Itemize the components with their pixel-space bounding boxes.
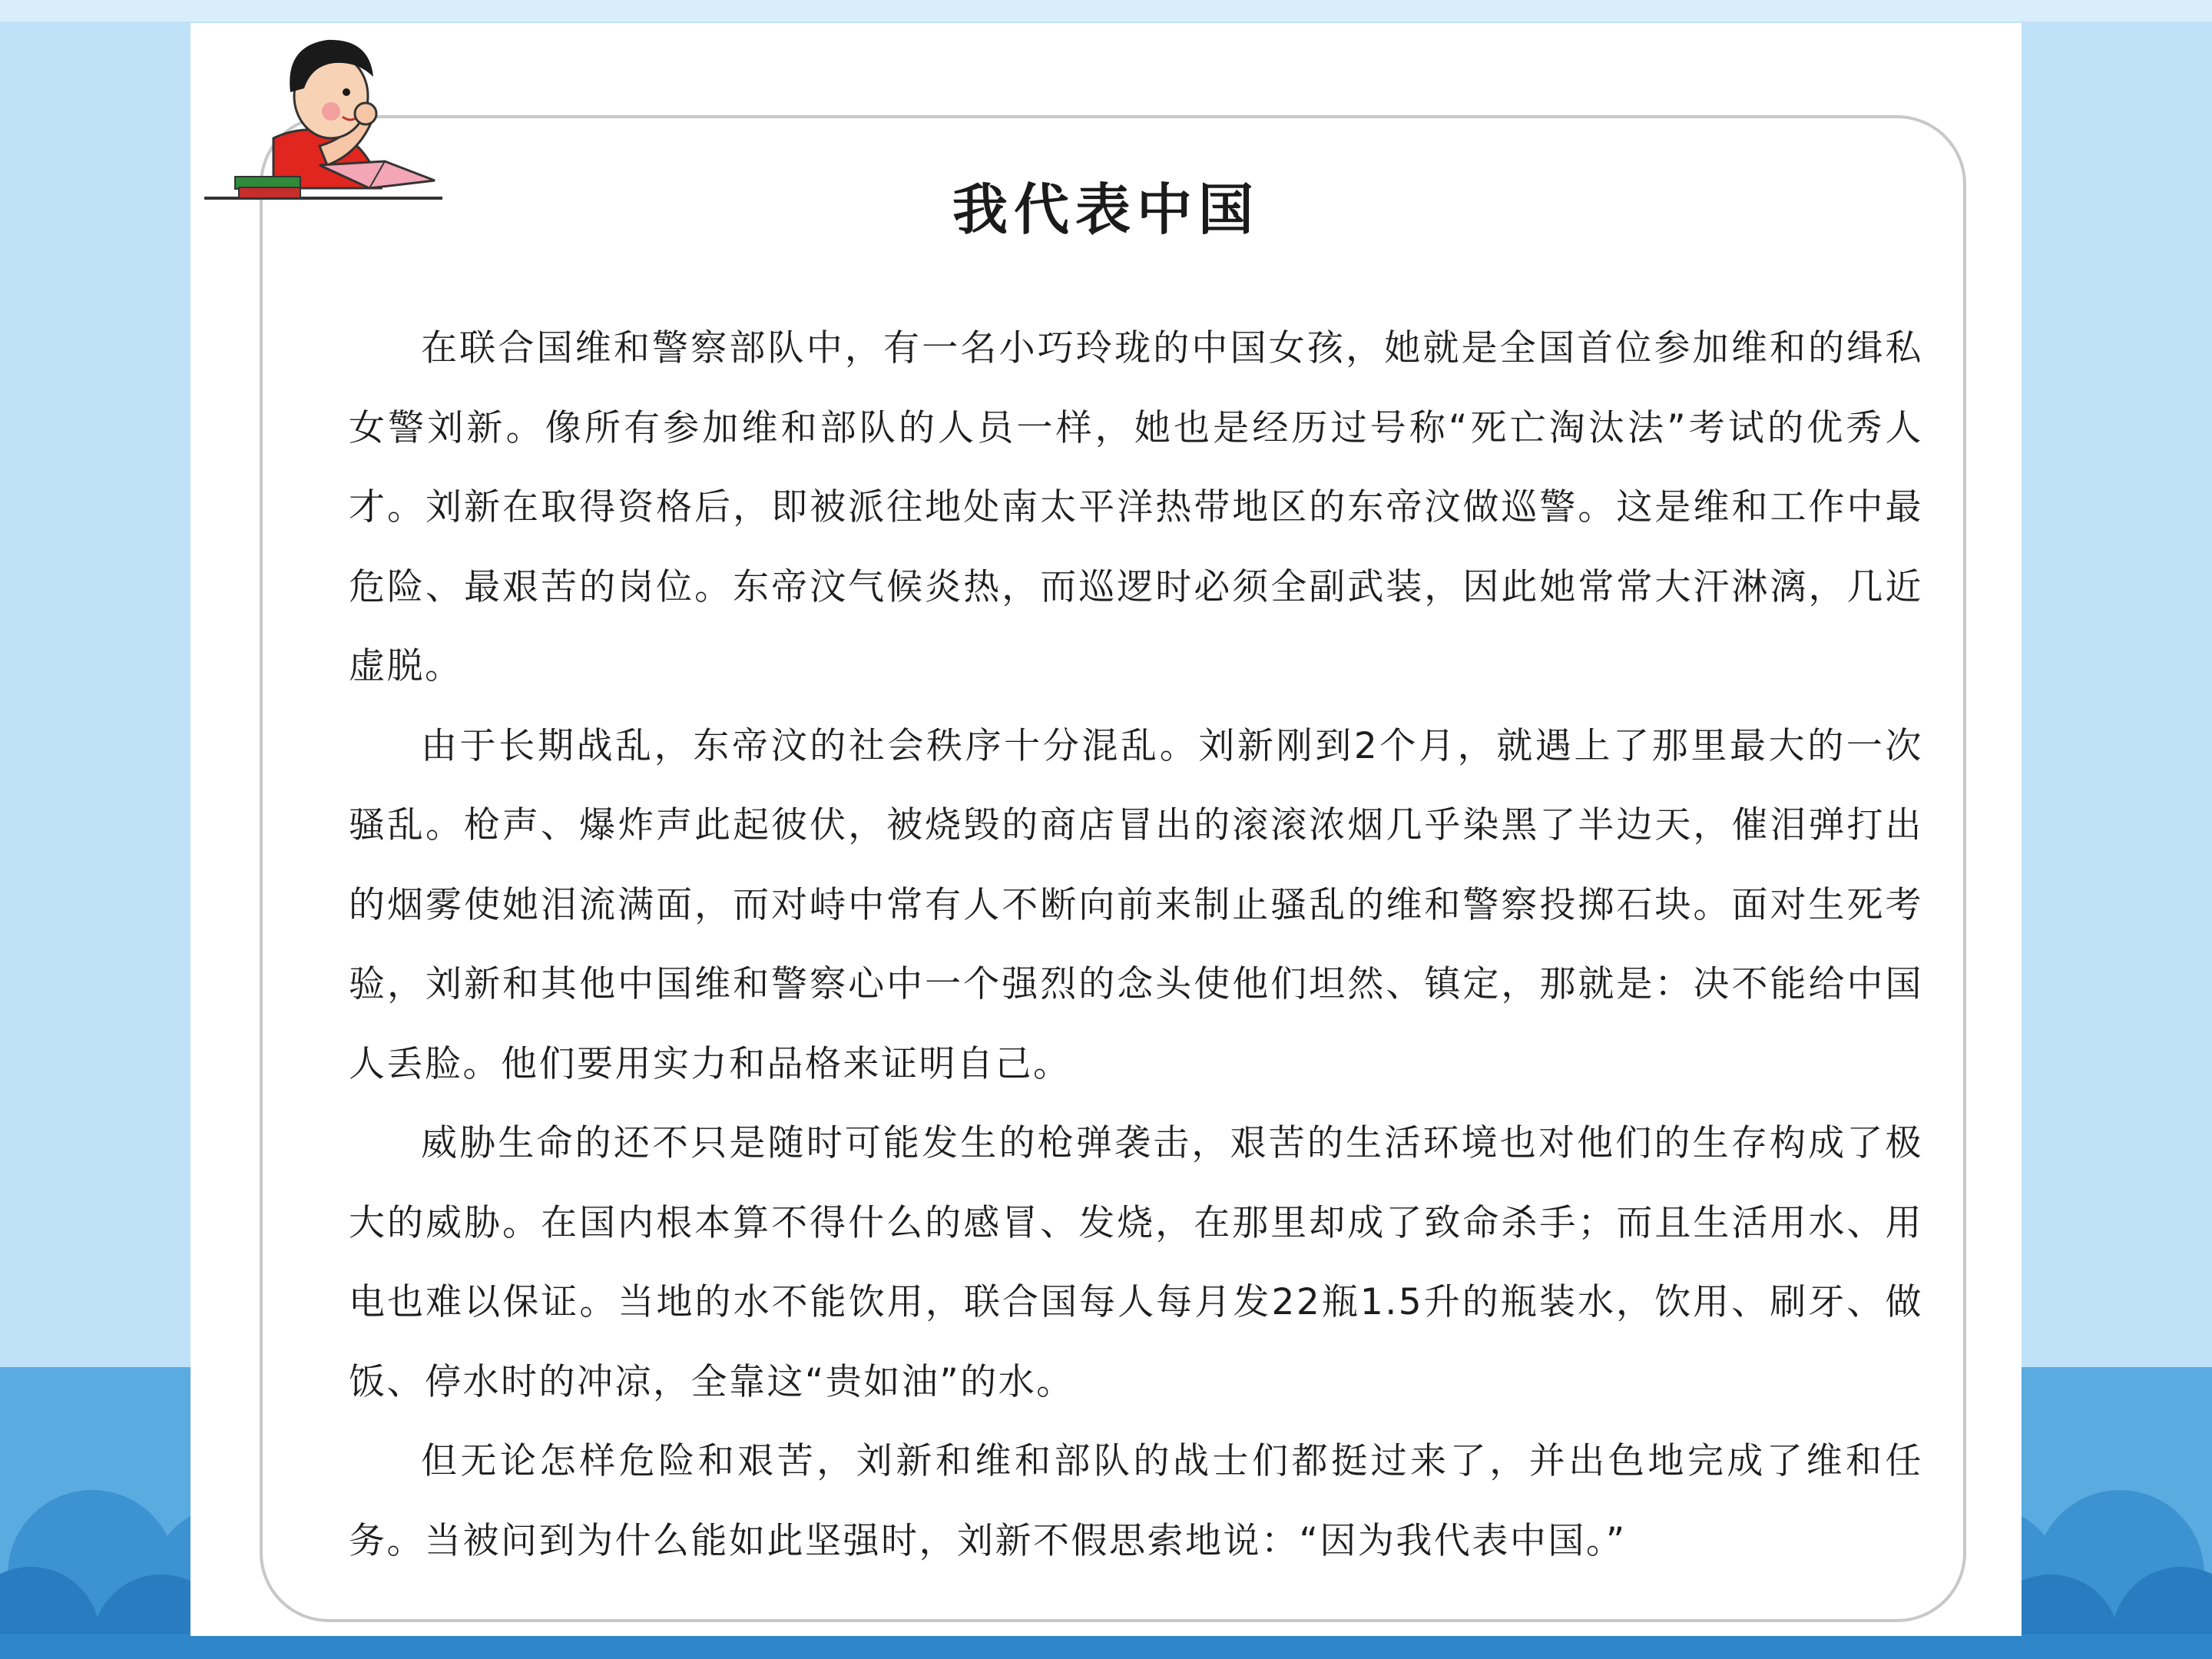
paragraph: 但无论怎样危险和艰苦，刘新和维和部队的战士们都挺过来了，并出色地完成了维和任务。当被问到为什么能如此坚强时，刘新不假思索地说：“因为我代表中国。” (349, 1440, 1923, 1562)
paragraph: 由于长期战乱，东帝汶的社会秩序十分混乱。刘新刚到2个月，就遇上了那里最大的一次骚乱。枪声、爆炸声此起彼伏，被烧毁的商店冒出的滚滚浓烟几乎染黑了半边天，催泪弹打出的烟雾使她泪流满面，而对峙中常有人不断向前来制止骚乱的维和警察投掷石块。面对生死考验，刘新和其他中国维和警察心中一个强烈的念头使他们坦然、镇定，那就是：决不能给中国人丢脸。他们要用实力和品格来证明自己。 (349, 724, 1923, 1085)
paragraph: 在联合国维和警察部队中，有一名小巧玲珑的中国女孩，她就是全国首位参加维和的缉私女警刘新。像所有参加维和部队的人员一样，她也是经历过号称“死亡淘汰法”考试的优秀人才。刘新在取得资格后，即被派往地处南太平洋热带地区的东帝汶做巡警。这是维和工作中最危险、最艰苦的岗位。东帝汶气候炎热，而巡逻时必须全副武装，因此她常常大汗淋漓，几近虚脱。 (349, 327, 1923, 687)
article-body (349, 309, 1923, 1581)
article-page (190, 23, 2022, 1636)
paragraph: 威胁生命的还不只是随时可能发生的枪弹袭击，艰苦的生活环境也对他们的生存构成了极大的威胁。在国内根本算不得什么的感冒、发烧，在那里却成了致命杀手；而且生活用水、用电也难以保证。当地的水不能饮用，联合国每人每月发22瓶1.5升的瓶装水，饮用、刷牙、做饭、停水时的冲凉，全靠这“贵如油”的水。 (349, 1122, 1923, 1403)
article-title: 我代表中国 (952, 177, 1260, 242)
bottom-bar (0, 1634, 2212, 1659)
top-strip (0, 0, 2212, 22)
